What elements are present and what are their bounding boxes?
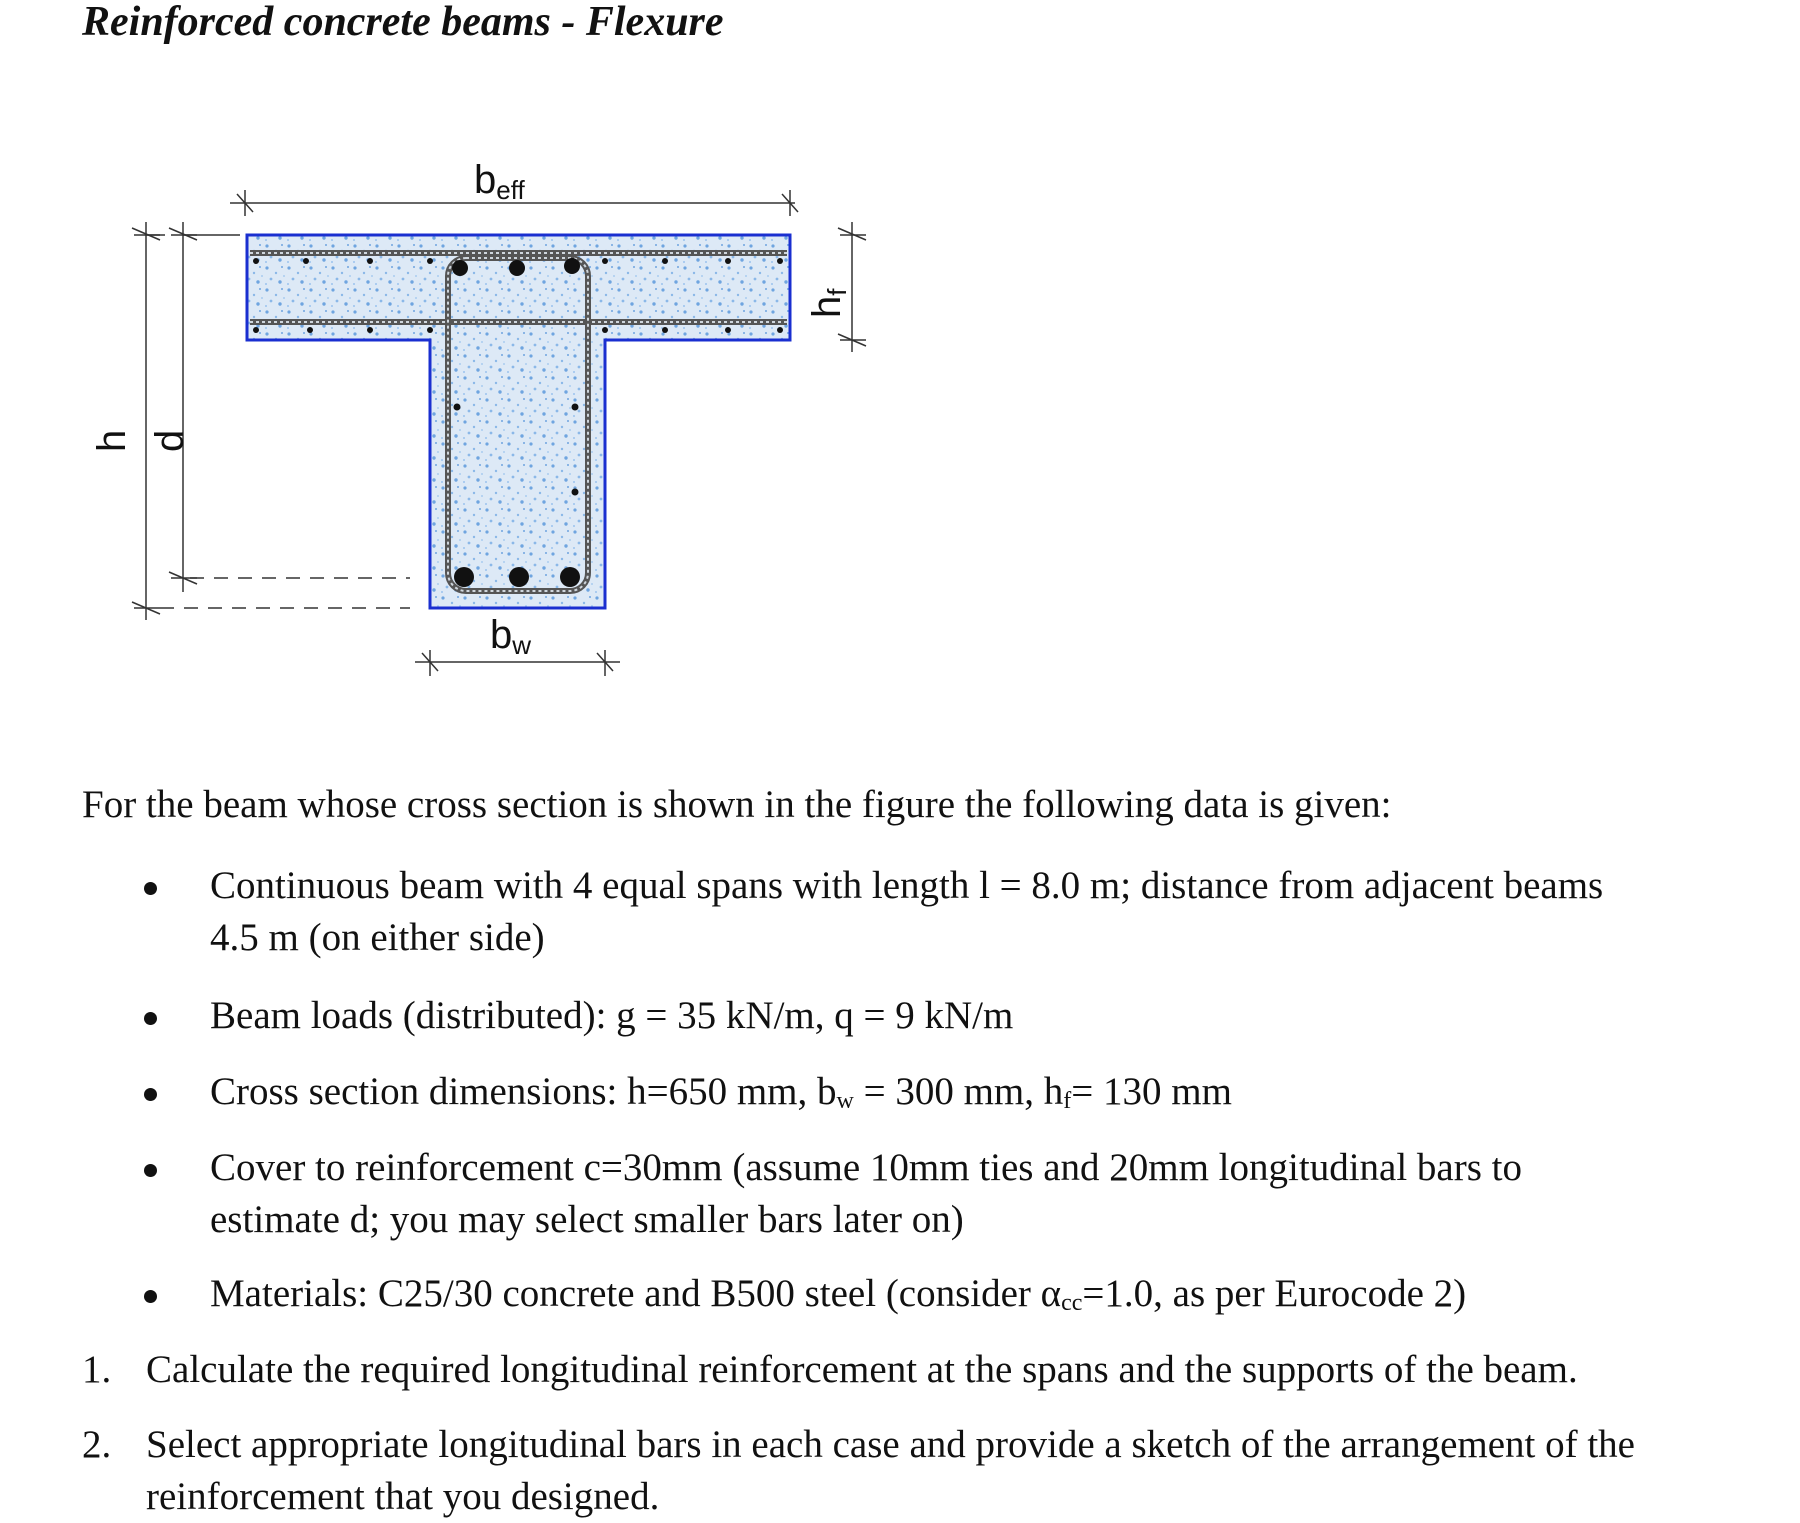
bullet-icon [144, 1012, 157, 1025]
question-text: Calculate the required longitudinal reinforcement at the spans and the supports of the beam. [146, 1348, 1578, 1391]
intro-paragraph: For the beam whose cross section is shown in the figure the following data is given: [82, 783, 1392, 826]
h-label: h [90, 429, 134, 452]
t-section-outline [247, 235, 790, 608]
list-item: Cover to reinforcement c=30mm (assume 10mm ties and 20mm longitudinal bars to estimate d; you may select smaller bars later on) [82, 1142, 1522, 1246]
question-number: 2. [82, 1423, 112, 1466]
extension-lines [160, 578, 410, 608]
list-item: Materials: C25/30 concrete and B500 steel (consider $\alpha_{cc}=1.0$, as per Eurocode 2) [82, 1268, 1466, 1329]
page-title: Reinforced concrete beams - Flexure [82, 0, 724, 45]
d-dimension [169, 222, 197, 592]
list-item: Continuous beam with 4 equal spans with length l = 8.0 m; distance from adjacent beams 4.5 m (on either side) [82, 860, 1603, 964]
beff-label: beff [474, 158, 525, 205]
bw-label: bw [490, 613, 532, 660]
question-number: 1. [82, 1348, 112, 1391]
question-text: Select appropriate longitudinal bars in each case and provide a sketch of the arrangement of the reinforcement that you designed. [146, 1423, 1635, 1518]
hf-label: hf [805, 288, 852, 318]
d-label: d [148, 429, 192, 452]
bullet-icon [144, 1164, 157, 1177]
hf-dimension [838, 222, 866, 352]
bullet-icon [144, 1088, 157, 1101]
h-dimension [132, 222, 160, 620]
list-item: Cross section dimensions: h=650 mm, $b_w = 300$ mm, $h_f= 130$ mm [82, 1066, 1232, 1127]
bullet-icon [144, 882, 157, 895]
bullet-icon [144, 1290, 157, 1303]
list-item: Beam loads (distributed): g = 35 kN/m, q = 9 kN/m [82, 990, 1013, 1042]
t-beam-cross-section-figure [0, 0, 900, 720]
